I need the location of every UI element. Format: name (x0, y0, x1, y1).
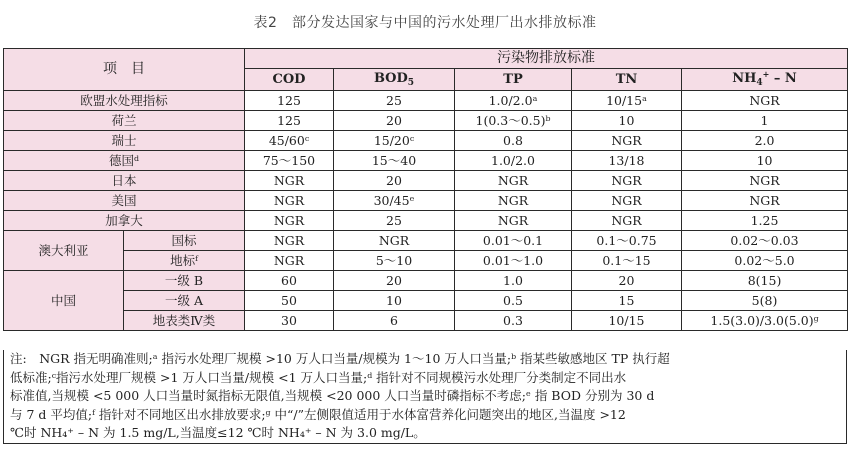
cell-bod5: 15～40 (334, 151, 455, 171)
row-label: 国标 (124, 231, 245, 251)
cell-nh4n: NGR (682, 91, 848, 111)
cell-bod5: 6 (334, 311, 455, 331)
cell-bod5: 30/45ᵉ (334, 191, 455, 211)
table-row (4, 291, 848, 311)
cell-tp: 0.8 (455, 131, 572, 151)
cell-cod: 45/60ᶜ (245, 131, 334, 151)
cell-bod5: NGR (334, 231, 455, 251)
cell-tn: NGR (572, 131, 682, 151)
table-caption: 表2 部分发达国家与中国的污水处理厂出水排放标准 (253, 15, 597, 31)
cell-tp: 0.01～0.1 (455, 231, 572, 251)
cell-cod: 125 (245, 111, 334, 131)
cell-bod5: 25 (334, 91, 455, 111)
cell-cod: 30 (245, 311, 334, 331)
row-label: 荷兰 (4, 111, 245, 131)
cell-cod: 50 (245, 291, 334, 311)
cell-cod: NGR (245, 251, 334, 271)
cell-bod5: 15/20ᶜ (334, 131, 455, 151)
header-col-cod: COD (245, 69, 334, 91)
cell-cod: NGR (245, 191, 334, 211)
note-line: ℃时 NH₄⁺ – N 为 1.5 mg/L,当温度≤12 ℃时 NH₄⁺ – N 为 3.0 mg/L。 (10, 425, 426, 440)
row-label: 地标ᶠ (124, 251, 245, 271)
cell-tp: 0.5 (455, 291, 572, 311)
table-row (4, 211, 848, 231)
cell-tp: NGR (455, 171, 572, 191)
note-line: 标准值,当规模 <5 000 人口当量时氮指标无限值,当规模 <20 000 人口当量时磷指标不考虑;ᵉ 指 BOD 分别为 30 d (10, 388, 655, 403)
cell-tn: 13/18 (572, 151, 682, 171)
cell-tp: 1.0/2.0ᵃ (455, 91, 572, 111)
cell-nh4n: 5(8) (682, 291, 848, 311)
row-label: 日本 (4, 171, 245, 191)
row-label: 欧盟水处理指标 (4, 91, 245, 111)
cell-tp: 0.01～1.0 (455, 251, 572, 271)
cell-tp: NGR (455, 191, 572, 211)
cell-tn: NGR (572, 211, 682, 231)
cell-nh4n: NGR (682, 191, 848, 211)
header-group: 污染物排放标准 (245, 49, 848, 69)
row-label: 美国 (4, 191, 245, 211)
cell-tn: 10/15 (572, 311, 682, 331)
row-label: 一级 A (124, 291, 245, 311)
cell-cod: 125 (245, 91, 334, 111)
cell-cod: 60 (245, 271, 334, 291)
header-col-tp: TP (455, 69, 572, 91)
cell-tn: 0.1～15 (572, 251, 682, 271)
note-line: 注: NGR 指无明确准则;ᵃ 指污水处理厂规模 >10 万人口当量/规模为 1～10 万人口当量;ᵇ 指某些敏感地区 TP 执行超 (10, 351, 670, 366)
table-row (4, 251, 848, 271)
cell-tp: 1(0.3～0.5)ᵇ (455, 111, 572, 131)
table-row (4, 271, 848, 291)
cell-cod: NGR (245, 231, 334, 251)
cell-tn: NGR (572, 191, 682, 211)
note-line: 低标准;ᶜ指污水处理厂规模 >1 万人口当量/规模 <1 万人口当量;ᵈ 指针对不同规模污水处理厂分类制定不同出水 (10, 369, 627, 385)
cell-nh4n: 0.02～5.0 (682, 251, 848, 271)
cell-nh4n: 2.0 (682, 131, 848, 151)
header-col-nh4n: $NH_4^+$ – N (682, 69, 848, 91)
cell-tp: NGR (455, 211, 572, 231)
cell-cod: NGR (245, 211, 334, 231)
cell-tn: 15 (572, 291, 682, 311)
header-col-bod5: $BOD_5$ (334, 69, 455, 91)
table-row (4, 171, 848, 191)
table-row (4, 151, 848, 171)
cell-nh4n: 1 (682, 111, 848, 131)
cell-tn: 0.1～0.75 (572, 231, 682, 251)
cell-bod5: 5～10 (334, 251, 455, 271)
table-row (4, 311, 848, 331)
cell-nh4n: 8(15) (682, 271, 848, 291)
cell-tn: 10 (572, 111, 682, 131)
table-row (4, 131, 848, 151)
note-line: 与 7 d 平均值;ᶠ 指针对不同地区出水排放要求;ᵍ 中“/”左侧限值适用于水体富营养化问题突出的地区,当温度 >12 (10, 406, 626, 422)
cell-cod: 75～150 (245, 151, 334, 171)
cell-cod: NGR (245, 171, 334, 191)
standards-table (3, 48, 848, 331)
header-col-tn: TN (572, 69, 682, 91)
header-row-1 (4, 49, 848, 69)
cell-nh4n: 0.02～0.03 (682, 231, 848, 251)
cell-tn: 20 (572, 271, 682, 291)
row-label: 加拿大 (4, 211, 245, 231)
cell-nh4n: 1.5(3.0)/3.0(5.0)ᵍ (682, 311, 848, 331)
row-label: 瑞士 (4, 131, 245, 151)
table-row (4, 111, 848, 131)
row-label: 德国ᵈ (4, 151, 245, 171)
header-item: 项 目 (4, 49, 245, 91)
table-notes (3, 350, 847, 444)
table-row (4, 191, 848, 211)
cell-tn: NGR (572, 171, 682, 191)
group-label-china: 中国 (4, 271, 124, 331)
row-label: 地表类Ⅳ类 (124, 311, 245, 331)
table-row (4, 91, 848, 111)
standards-table-wrapper (3, 48, 847, 331)
cell-nh4n: 1.25 (682, 211, 848, 231)
table-row (4, 231, 848, 251)
cell-nh4n: 10 (682, 151, 848, 171)
cell-tn: 10/15ᵃ (572, 91, 682, 111)
cell-tp: 1.0/2.0 (455, 151, 572, 171)
group-label-australia: 澳大利亚 (4, 231, 124, 271)
cell-tp: 0.3 (455, 311, 572, 331)
cell-bod5: 20 (334, 171, 455, 191)
cell-bod5: 20 (334, 271, 455, 291)
cell-tp: 1.0 (455, 271, 572, 291)
row-label: 一级 B (124, 271, 245, 291)
cell-bod5: 25 (334, 211, 455, 231)
cell-bod5: 10 (334, 291, 455, 311)
cell-bod5: 20 (334, 111, 455, 131)
cell-nh4n: NGR (682, 171, 848, 191)
